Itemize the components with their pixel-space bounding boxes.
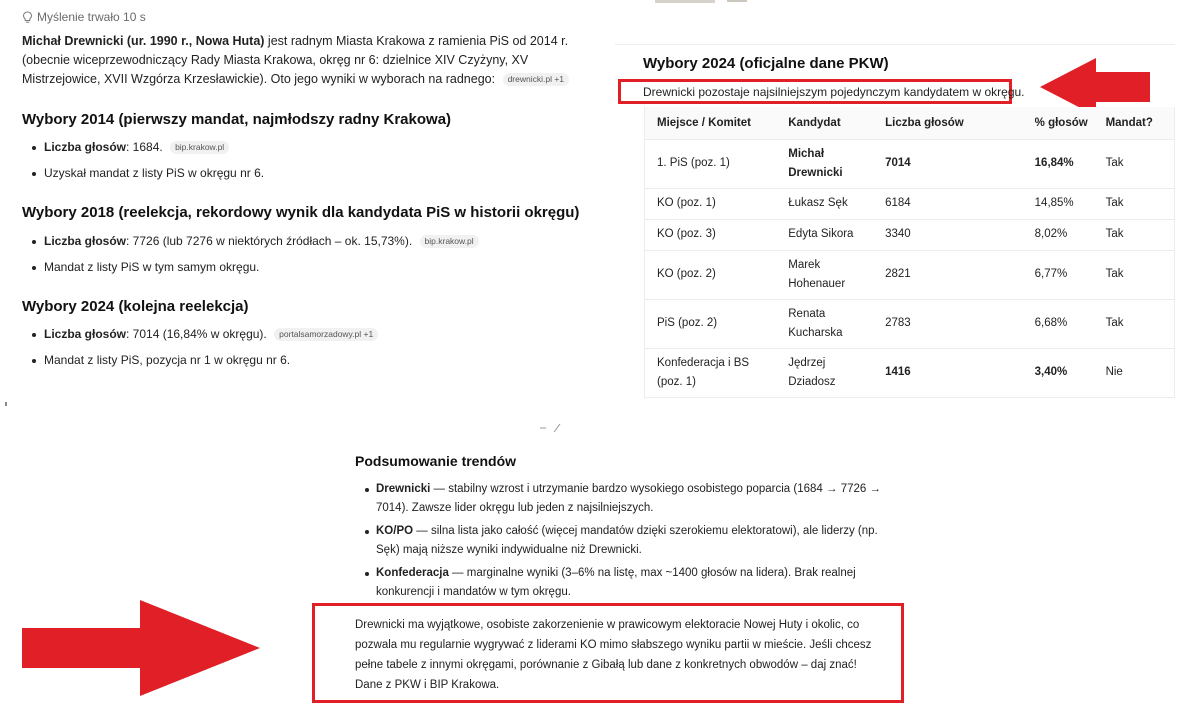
table-cell: 2821 xyxy=(873,250,1023,299)
table-cell: 6,68% xyxy=(1023,299,1094,348)
list-item xyxy=(362,564,882,602)
table-header-row xyxy=(645,107,1175,139)
table-row xyxy=(645,348,1175,397)
bullet-text: Mandat z listy PiS, pozycja nr 1 w okręgu nr 6. xyxy=(44,353,291,367)
cropped-divider xyxy=(655,0,715,3)
bullet-text: Uzyskał mandat z listy PiS w okręgu nr 6. xyxy=(44,166,265,180)
final-paragraph: Drewnicki ma wyjątkowe, osobiste zakorzenienie w prawicowym elektoracie Nowej Huty i okolic, co pozwala mu regularnie wygrywać z liderami KO mimo słabszego wyniku partii w mieście. Jeśli chcesz pełne tabele z innymi okręgami, porównanie z Gibałą lub dane z konkretnych obwodów – daj znać! Dane z PKW i BIP Krakowa. xyxy=(355,619,872,691)
list-item xyxy=(30,259,479,276)
summary-label: KO/PO xyxy=(376,525,414,537)
table-cell: Michał Drewnicki xyxy=(776,139,873,188)
source-chip[interactable]: drewnicki.pl +1 xyxy=(503,73,569,86)
summary-text: — stabilny wzrost i utrzymanie bardzo wysokiego osobistego poparcia (1684 → 7726 → 7014). Zawsze lider okręgu lub jeden z najsilniejszych. xyxy=(376,483,881,514)
source-chip[interactable]: bip.krakow.pl xyxy=(170,141,229,154)
column-header: Miejsce / Komitet xyxy=(645,107,777,139)
table-cell: PiS (poz. 2) xyxy=(645,299,777,348)
pkw-section-title: Wybory 2024 (oficjalne dane PKW) xyxy=(643,55,889,72)
bullet-list-2024 xyxy=(30,326,378,378)
section-heading-2024: Wybory 2024 (kolejna reelekcja) xyxy=(22,298,249,315)
table-cell: 6,77% xyxy=(1023,250,1094,299)
list-item xyxy=(30,233,479,250)
table-cell: 3340 xyxy=(873,219,1023,250)
table-cell: Konfederacja i BS (poz. 1) xyxy=(645,348,777,397)
table-row xyxy=(645,299,1175,348)
list-item xyxy=(362,522,882,560)
table-cell: Edyta Sikora xyxy=(776,219,873,250)
cropped-divider xyxy=(727,0,747,2)
intro-paragraph xyxy=(22,32,582,89)
thinking-label: Myślenie trwało 10 s xyxy=(37,10,146,24)
summary-label: Drewnicki xyxy=(376,483,431,495)
table-cell: Łukasz Sęk xyxy=(776,188,873,219)
intro-text: jest radnym Miasta Krakowa z ramienia PiS od 2014 r. (obecnie wiceprzewodniczący Rady Miasta Krakowa, okręg nr 6: dzielnice XIV Czyżyny, XV Mistrzejowice, XVII Wzgórza Krzesławickie). Oto jego wyniki w wyborach na radnego: xyxy=(22,34,569,86)
table-cell: Tak xyxy=(1094,188,1175,219)
section-divider xyxy=(615,44,1175,45)
table-row xyxy=(645,188,1175,219)
bullet-label: Liczba głosów xyxy=(44,234,127,248)
table-cell: KO (poz. 1) xyxy=(645,188,777,219)
bullet-label: Liczba głosów xyxy=(44,327,127,341)
table-cell: KO (poz. 3) xyxy=(645,219,777,250)
column-header: % głosów xyxy=(1023,107,1094,139)
summary-label: Konfederacja xyxy=(376,567,449,579)
list-item xyxy=(30,139,264,156)
bullet-list-2014 xyxy=(30,139,264,191)
table-row xyxy=(645,139,1175,188)
table-cell: Nie xyxy=(1094,348,1175,397)
table-cell: 2783 xyxy=(873,299,1023,348)
intro-name: Michał Drewnicki (ur. 1990 r., Nowa Huta) xyxy=(22,34,265,48)
summary-text: — silna lista jako całość (więcej mandatów dzięki szerokiemu elektoratowi), ale liderzy (np. Sęk) mają niższe wyniki indywidualne niż Drewnicki. xyxy=(376,525,878,556)
table-cell: Jędrzej Dziadosz xyxy=(776,348,873,397)
summary-text: — marginalne wyniki (3–6% na listę, max ~1400 głosów na lidera). Brak realnej konkurencji i mandatów w tym okręgu. xyxy=(376,567,856,598)
bullet-label: Liczba głosów xyxy=(44,140,127,154)
column-header: Liczba głosów xyxy=(873,107,1023,139)
chat-response-top-left xyxy=(0,0,600,400)
bullet-text: : 1684. xyxy=(126,140,163,154)
bullet-text: : 7014 (16,84% w okręgu). xyxy=(126,327,267,341)
bullet-list-2018 xyxy=(30,233,479,285)
table-cell: Tak xyxy=(1094,250,1175,299)
table-cell: Tak xyxy=(1094,219,1175,250)
thinking-toggle[interactable] xyxy=(22,10,146,24)
list-item xyxy=(30,352,378,369)
table-cell: KO (poz. 2) xyxy=(645,250,777,299)
table-cell: Tak xyxy=(1094,139,1175,188)
column-header: Mandat? xyxy=(1094,107,1175,139)
table-row xyxy=(645,219,1175,250)
lightbulb-icon xyxy=(22,11,33,24)
table-cell: 8,02% xyxy=(1023,219,1094,250)
table-cell: 16,84% xyxy=(1023,139,1094,188)
section-heading-2014: Wybory 2014 (pierwszy mandat, najmłodszy radny Krakowa) xyxy=(22,111,452,128)
summary-title: Podsumowanie trendów xyxy=(355,453,517,469)
source-chip[interactable]: portalsamorzadowy.pl +1 xyxy=(274,328,378,341)
results-table xyxy=(644,107,1175,398)
table-cell: 3,40% xyxy=(1023,348,1094,397)
source-chip[interactable]: bip.krakow.pl xyxy=(420,235,479,248)
table-cell: 14,85% xyxy=(1023,188,1094,219)
table-row xyxy=(645,250,1175,299)
bullet-text: : 7726 (lub 7276 w niektórych źródłach – ok. 15,73%). xyxy=(126,234,413,248)
table-cell: 1. PiS (poz. 1) xyxy=(645,139,777,188)
list-item xyxy=(362,480,882,518)
section-heading-2018: Wybory 2018 (reelekcja, rekordowy wynik dla kandydata PiS w historii okręgu) xyxy=(22,204,580,221)
list-item xyxy=(30,326,378,343)
table-cell: 1416 xyxy=(873,348,1023,397)
chat-response-top-right xyxy=(615,0,1200,400)
table-cell: 6184 xyxy=(873,188,1023,219)
table-cell: Tak xyxy=(1094,299,1175,348)
highlighted-sentence: Drewnicki pozostaje najsilniejszym pojedynczym kandydatem w okręgu. xyxy=(643,85,1025,99)
stray-mark xyxy=(5,402,7,406)
summary-list xyxy=(362,480,882,606)
column-header: Kandydat xyxy=(776,107,873,139)
table-cell: 7014 xyxy=(873,139,1023,188)
list-item xyxy=(30,165,264,182)
cropped-artifact xyxy=(540,424,564,434)
red-arrow-icon xyxy=(22,600,260,696)
bullet-text: Mandat z listy PiS w tym samym okręgu. xyxy=(44,260,260,274)
table-cell: Marek Hohenauer xyxy=(776,250,873,299)
table-cell: Renata Kucharska xyxy=(776,299,873,348)
